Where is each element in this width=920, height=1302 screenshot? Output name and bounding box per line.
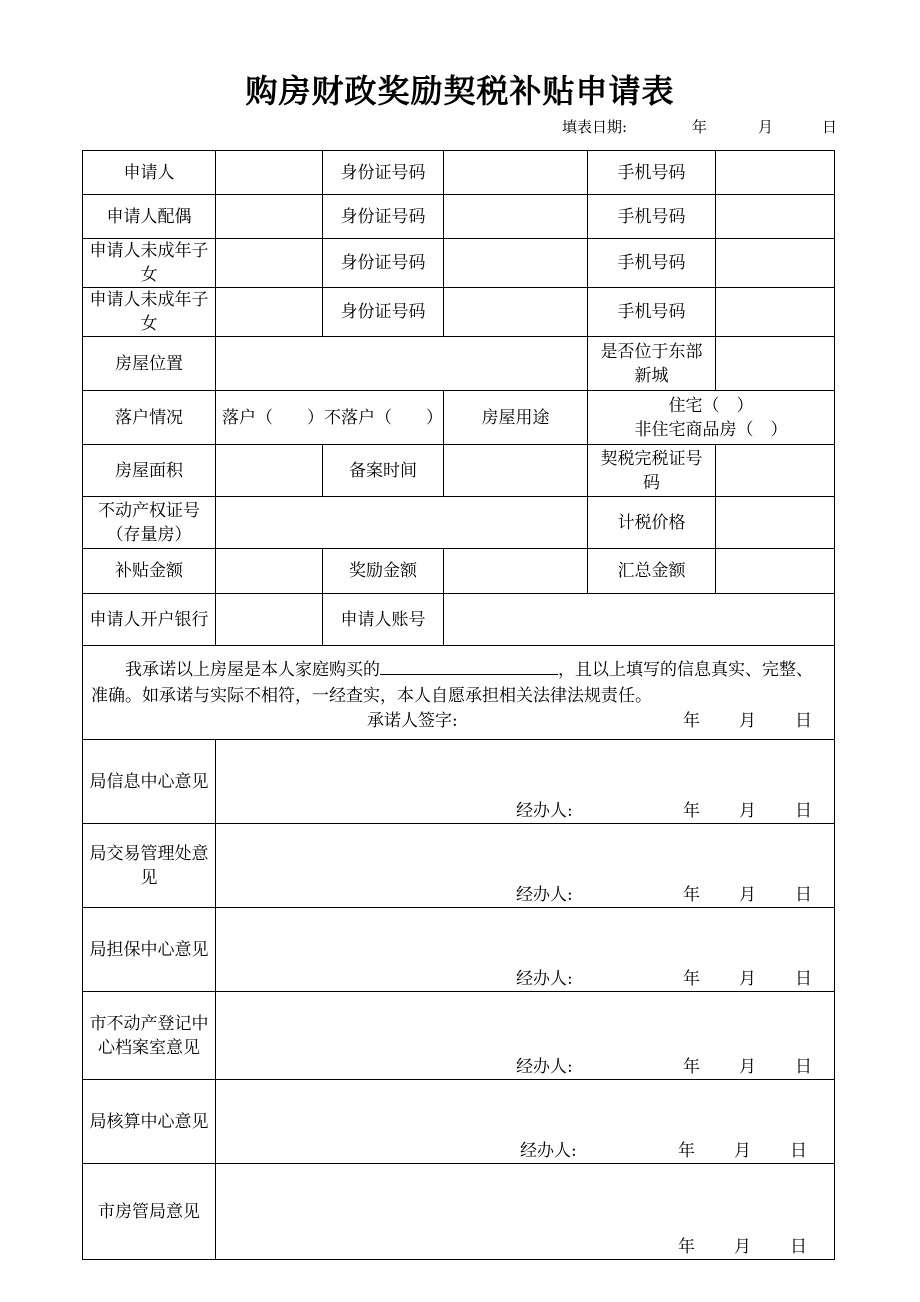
pledge-text xyxy=(91,656,826,709)
opinion-day-5: 日 xyxy=(790,1237,807,1257)
child2-id-label: 身份证号码 xyxy=(323,288,444,337)
opinion-field-5[interactable] xyxy=(216,1164,835,1260)
opinion-label-0: 局信息中心意见 xyxy=(83,740,216,824)
opinion-month-0: 月 xyxy=(739,801,756,821)
use-nonresidential-option[interactable]: 非住宅商品房（ ） xyxy=(634,419,788,440)
pledge-cell xyxy=(83,646,835,740)
pledge-year: 年 xyxy=(683,711,700,731)
row-subsidy xyxy=(83,549,835,594)
child1-name-field[interactable] xyxy=(216,239,323,288)
row-location xyxy=(83,337,835,391)
pledge-text-after: ，且以上填写的信息真实、完整、准确。如承诺与实际不相符，一经查实，本人自愿承担相关法律法规责任。 xyxy=(91,660,813,706)
opinion-month-3: 月 xyxy=(739,1057,756,1077)
opinion-handler-2: 经办人: xyxy=(516,969,573,989)
child2-phone-label: 手机号码 xyxy=(588,288,716,337)
child2-label: 申请人未成年子女 xyxy=(83,288,216,337)
row-opinion-info-center xyxy=(83,740,835,824)
opinion-label-3: 市不动产登记中心档案室意见 xyxy=(83,992,216,1080)
total-field[interactable] xyxy=(716,549,835,594)
opinion-label-2: 局担保中心意见 xyxy=(83,908,216,992)
spouse-label: 申请人配偶 xyxy=(83,195,216,239)
opinion-day-0: 日 xyxy=(795,801,812,821)
reward-label: 奖励金额 xyxy=(323,549,444,594)
row-property xyxy=(83,497,835,549)
row-hukou xyxy=(83,391,835,445)
account-label: 申请人账号 xyxy=(323,594,444,646)
opinion-label-4: 局核算中心意见 xyxy=(83,1080,216,1164)
opinion-day-1: 日 xyxy=(795,885,812,905)
pledge-text-before: 我承诺以上房屋是本人家庭购买的 xyxy=(125,660,380,680)
opinion-month-2: 月 xyxy=(739,969,756,989)
applicant-label: 申请人 xyxy=(83,151,216,195)
opinion-month-5: 月 xyxy=(734,1237,751,1257)
account-field[interactable] xyxy=(444,594,835,646)
subsidy-label: 补贴金额 xyxy=(83,549,216,594)
opinion-handler-4: 经办人: xyxy=(520,1141,577,1161)
opinion-handler-1: 经办人: xyxy=(516,885,573,905)
row-opinion-bureau xyxy=(83,1164,835,1260)
spouse-phone-label: 手机号码 xyxy=(588,195,716,239)
opinion-field-0[interactable] xyxy=(216,740,835,824)
child1-id-label: 身份证号码 xyxy=(323,239,444,288)
property-cert-label: 不动产权证号（存量房） xyxy=(83,497,216,549)
fill-date-day: 日 xyxy=(822,118,838,136)
applicant-id-field[interactable] xyxy=(444,151,588,195)
row-pledge xyxy=(83,646,835,740)
area-label: 房屋面积 xyxy=(83,445,216,497)
opinion-day-4: 日 xyxy=(790,1141,807,1161)
applicant-phone-field[interactable] xyxy=(716,151,835,195)
house-use-label: 房屋用途 xyxy=(444,391,588,445)
child1-label: 申请人未成年子女 xyxy=(83,239,216,288)
opinion-year-3: 年 xyxy=(683,1057,700,1077)
reward-field[interactable] xyxy=(444,549,588,594)
opinion-month-4: 月 xyxy=(734,1141,751,1161)
opinion-day-2: 日 xyxy=(795,969,812,989)
opinion-field-1[interactable] xyxy=(216,824,835,908)
east-newtown-label: 是否位于东部新城 xyxy=(588,337,716,391)
bank-field[interactable] xyxy=(216,594,323,646)
tax-cert-field[interactable] xyxy=(716,445,835,497)
subsidy-field[interactable] xyxy=(216,549,323,594)
child2-id-field[interactable] xyxy=(444,288,588,337)
opinion-field-2[interactable] xyxy=(216,908,835,992)
row-opinion-guarantee xyxy=(83,908,835,992)
location-field[interactable] xyxy=(216,337,588,391)
child2-name-field[interactable] xyxy=(216,288,323,337)
east-newtown-field[interactable] xyxy=(716,337,835,391)
opinion-year-4: 年 xyxy=(678,1141,695,1161)
spouse-phone-field[interactable] xyxy=(716,195,835,239)
child1-phone-label: 手机号码 xyxy=(588,239,716,288)
property-cert-field[interactable] xyxy=(216,497,588,549)
area-field[interactable] xyxy=(216,445,323,497)
tax-cert-label: 契税完税证号码 xyxy=(588,445,716,497)
row-applicant xyxy=(83,151,835,195)
fill-date-month: 月 xyxy=(758,118,774,136)
opinion-label-5: 市房管局意见 xyxy=(83,1164,216,1260)
row-child-1 xyxy=(83,239,835,288)
row-area xyxy=(83,445,835,497)
use-residential-option[interactable]: 住宅（ ） xyxy=(668,395,754,416)
house-use-options[interactable] xyxy=(588,391,835,445)
bank-label: 申请人开户银行 xyxy=(83,594,216,646)
pledge-month: 月 xyxy=(739,711,756,731)
child1-id-field[interactable] xyxy=(444,239,588,288)
opinion-handler-3: 经办人: xyxy=(516,1057,573,1077)
opinion-field-4[interactable] xyxy=(216,1080,835,1164)
spouse-id-field[interactable] xyxy=(444,195,588,239)
total-label: 汇总金额 xyxy=(588,549,716,594)
opinion-year-5: 年 xyxy=(678,1237,695,1257)
applicant-name-field[interactable] xyxy=(216,151,323,195)
opinion-handler-0: 经办人: xyxy=(516,801,573,821)
pledge-signer-label: 承诺人签字: xyxy=(367,711,458,731)
applicant-phone-label: 手机号码 xyxy=(588,151,716,195)
row-bank xyxy=(83,594,835,646)
spouse-name-field[interactable] xyxy=(216,195,323,239)
opinion-day-3: 日 xyxy=(795,1057,812,1077)
row-spouse xyxy=(83,195,835,239)
opinion-year-2: 年 xyxy=(683,969,700,989)
opinion-label-1: 局交易管理处意见 xyxy=(83,824,216,908)
tax-price-field[interactable] xyxy=(716,497,835,549)
opinion-field-3[interactable] xyxy=(216,992,835,1080)
hukou-options[interactable]: 落户（ ）不落户（ ） xyxy=(216,391,444,445)
child1-phone-field[interactable] xyxy=(716,239,835,288)
location-label: 房屋位置 xyxy=(83,337,216,391)
fill-date-year: 年 xyxy=(692,118,708,136)
pledge-sign-row xyxy=(91,709,826,737)
pledge-day: 日 xyxy=(795,711,812,731)
opinion-month-1: 月 xyxy=(739,885,756,905)
row-opinion-accounting xyxy=(83,1080,835,1164)
spouse-id-label: 身份证号码 xyxy=(323,195,444,239)
record-time-label: 备案时间 xyxy=(323,445,444,497)
pledge-blank[interactable] xyxy=(380,656,558,675)
row-opinion-archive xyxy=(83,992,835,1080)
hukou-label: 落户情况 xyxy=(83,391,216,445)
fill-date-label: 填表日期: xyxy=(562,118,628,136)
tax-price-label: 计税价格 xyxy=(588,497,716,549)
child2-phone-field[interactable] xyxy=(716,288,835,337)
opinion-year-0: 年 xyxy=(683,801,700,821)
application-table xyxy=(82,150,835,1260)
row-child-2 xyxy=(83,288,835,337)
applicant-id-label: 身份证号码 xyxy=(323,151,444,195)
opinion-year-1: 年 xyxy=(683,885,700,905)
record-time-field[interactable] xyxy=(444,445,588,497)
form-title: 购房财政奖励契税补贴申请表 xyxy=(245,72,675,110)
row-opinion-trade xyxy=(83,824,835,908)
